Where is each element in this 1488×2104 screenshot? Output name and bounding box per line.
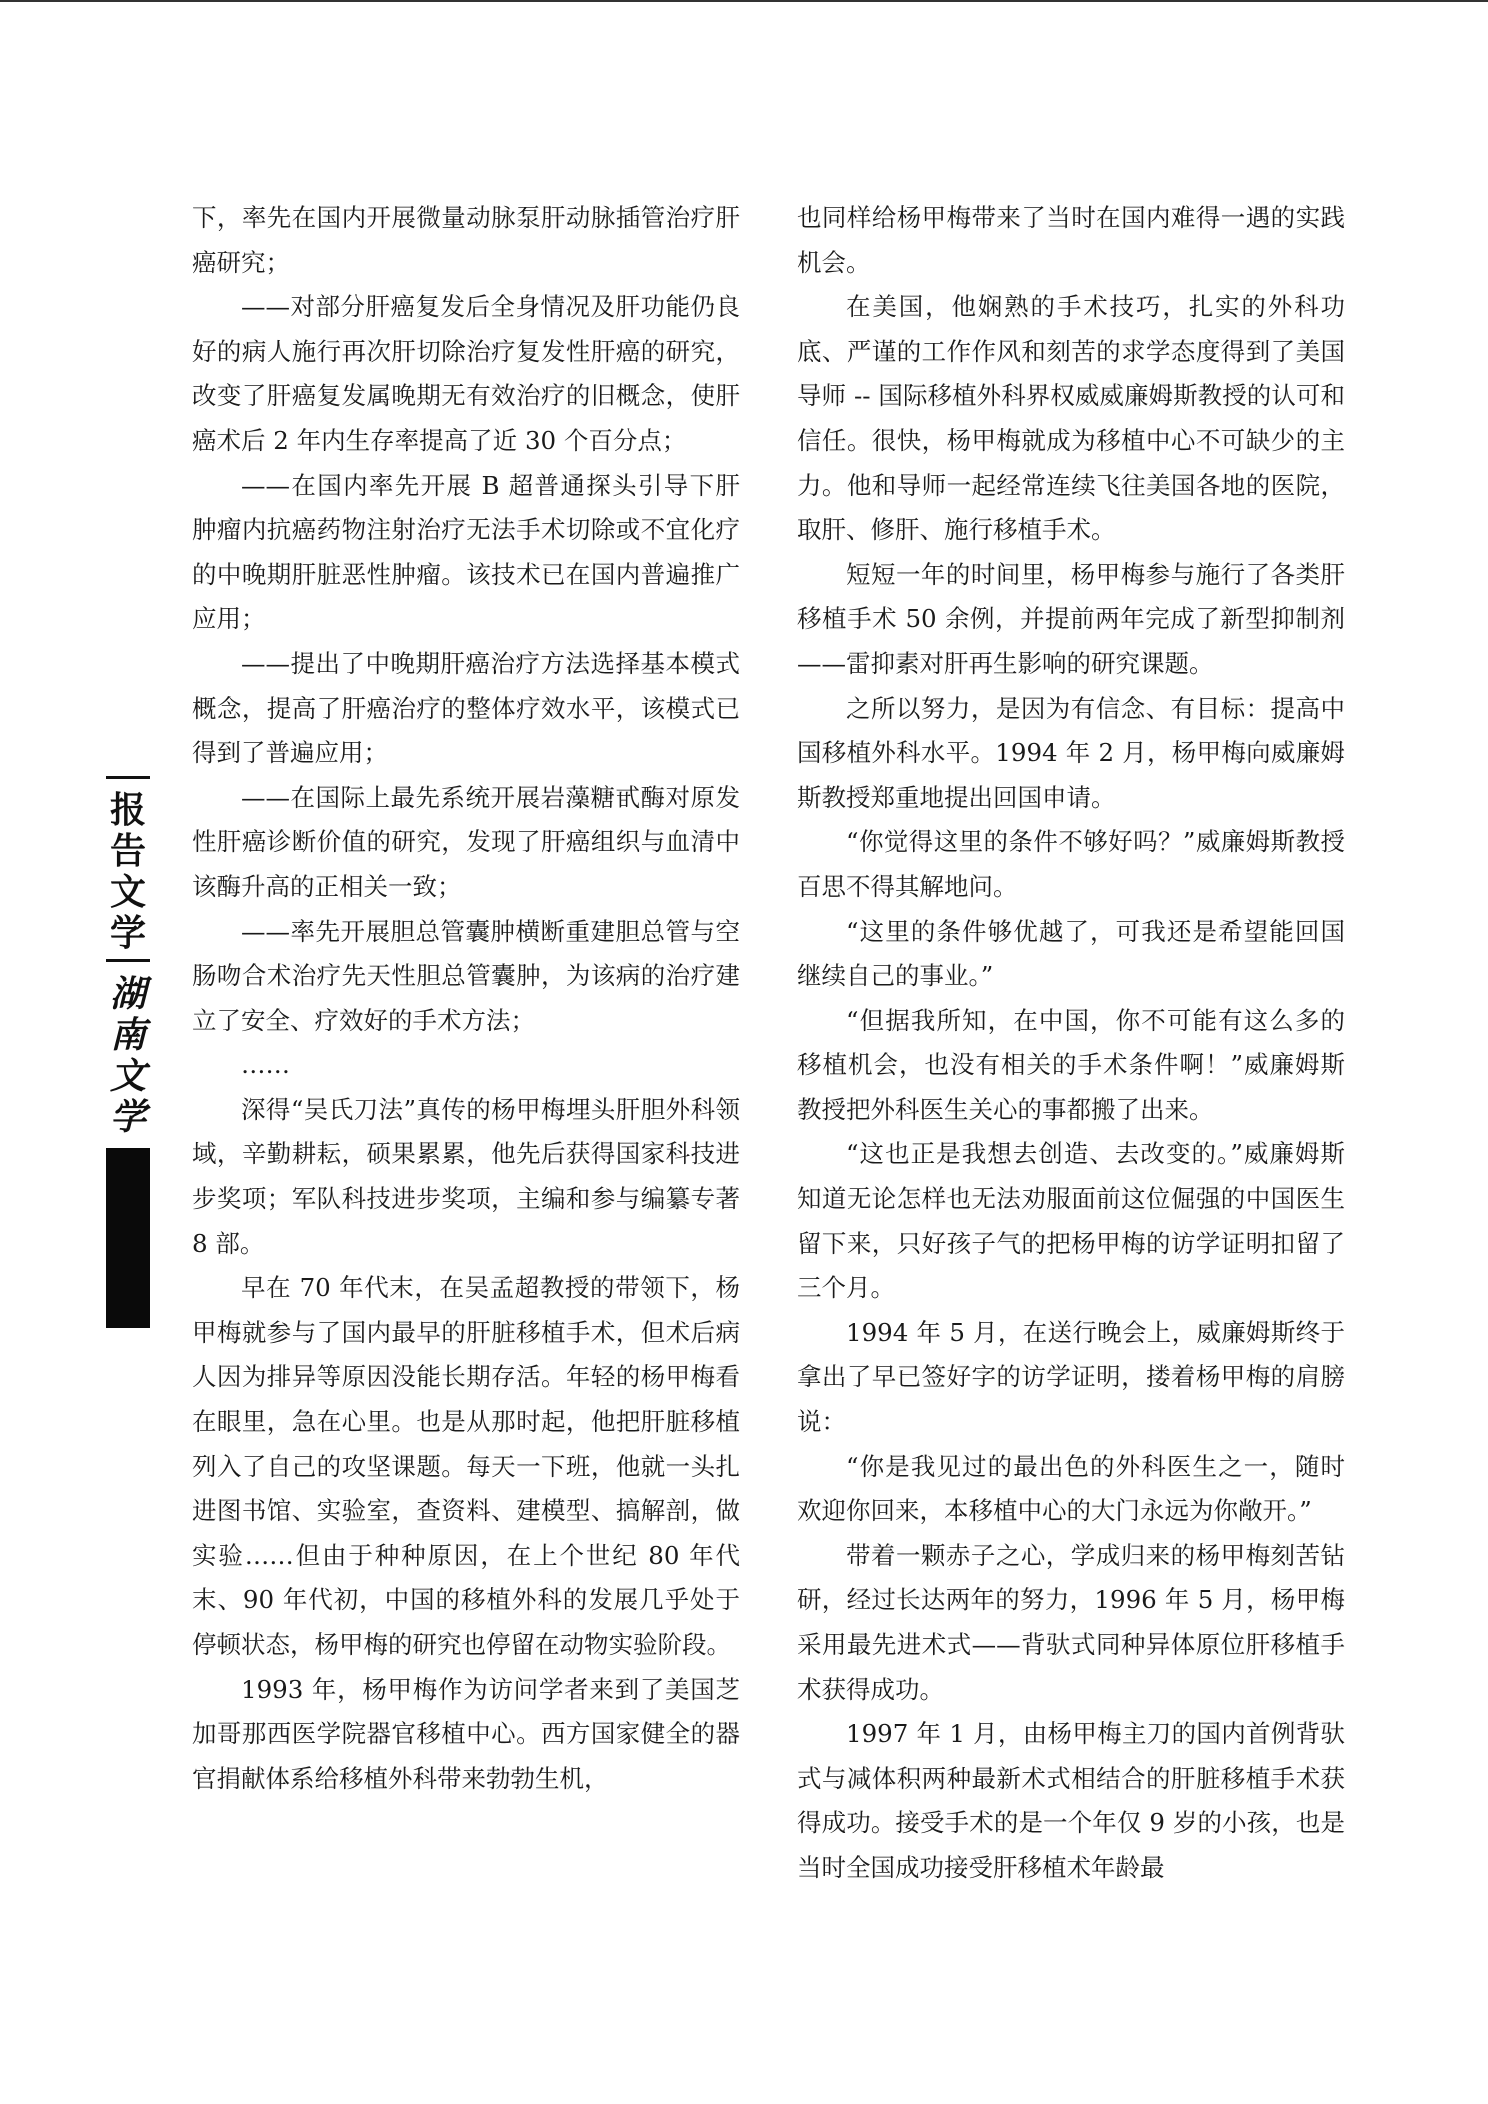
page-number: 14	[114, 1446, 142, 1471]
section-label: 报告文学	[109, 790, 146, 954]
page-number-block	[106, 1148, 150, 1471]
paragraph: ……	[241, 1050, 290, 1080]
side-rule-top	[106, 776, 150, 779]
side-rule-middle	[106, 959, 150, 962]
paragraph: ——对部分肝癌复发后全身情况及肝功能仍良好的病人施行再次肝切除治疗复发性肝癌的研究，改变了肝癌复发属晚期无有效治疗的旧概念，使肝癌术后 2 年内生存率提高了近 30 个百分点；	[192, 292, 740, 455]
paragraph: 短短一年的时间里，杨甲梅参与施行了各类肝移植手术 50 余例，并提前两年完成了新型抑制剂——雷抑素对肝再生影响的研究课题。	[797, 559, 1345, 678]
paragraph: 之所以努力，是因为有信念、有目标：提高中国移植外科水平。1994 年 2 月，杨甲梅向威廉姆斯教授郑重地提出回国申请。	[797, 693, 1345, 812]
paragraph: ——率先开展胆总管囊肿横断重建胆总管与空肠吻合术治疗先天性胆总管囊肿，为该病的治疗建立了安全、疗效好的手术方法；	[192, 916, 740, 1035]
magazine-logo: 湖南文学	[109, 973, 146, 1138]
paragraph: 在美国，他娴熟的手术技巧，扎实的外科功底、严谨的工作作风和刻苦的求学态度得到了美国导师 -- 国际移植外科界权威威廉姆斯教授的认可和信任。很快，杨甲梅就成为移植中心不可缺少的主力。他和导师一起经常连续飞往美国各地的医院，取肝、修肝、施行移植手术。	[797, 292, 1345, 545]
paragraph: 下，率先在国内开展微量动脉泵肝动脉插管治疗肝癌研究；	[192, 203, 740, 277]
paragraph: “这也正是我想去创造、去改变的。”威廉姆斯知道无论怎样也无法劝服面前这位倔强的中国医生留下来，只好孩子气的把杨甲梅的访学证明扣留了三个月。	[797, 1139, 1345, 1303]
paragraph: ——在国内率先开展 B 超普通探头引导下肝肿瘤内抗癌药物注射治疗无法手术切除或不宜化疗的中晚期肝脏恶性肿瘤。该技术已在国内普遍推广应用；	[192, 470, 740, 634]
paragraph: “但据我所知，在中国，你不可能有这么多的移植机会，也没有相关的手术条件啊！”威廉姆斯教授把外科医生关心的事都搬了出来。	[797, 1005, 1345, 1124]
paragraph: ——提出了中晚期肝癌治疗方法选择基本模式概念，提高了肝癌治疗的整体疗效水平，该模式已得到了普遍应用；	[192, 648, 740, 768]
paragraph: “你是我见过的最出色的外科医生之一，随时欢迎你回来，本移植中心的大门永远为你敞开。”	[797, 1451, 1345, 1526]
paragraph: 1993 年，杨甲梅作为访问学者来到了美国芝加哥那西医学院器官移植中心。西方国家健全的器官捐献体系给移植外科带来勃勃生机，	[192, 1674, 740, 1793]
paragraph: “你觉得这里的条件不够好吗？”威廉姆斯教授百思不得其解地问。	[797, 827, 1345, 901]
paragraph: “这里的条件够优越了，可我还是希望能回国继续自己的事业。”	[797, 916, 1345, 991]
top-rule	[0, 0, 1488, 2]
left-column	[192, 196, 740, 1801]
paragraph: 1997 年 1 月，由杨甲梅主刀的国内首例背驮式与减体积两种最新术式相结合的肝脏移植手术获得成功。接受手术的是一个年仅 9 岁的小孩，也是当时全国成功接受肝移植术年龄最	[797, 1719, 1345, 1882]
paragraph: 也同样给杨甲梅带来了当时在国内难得一遇的实践机会。	[797, 203, 1345, 277]
paragraph: 深得“吴氏刀法”真传的杨甲梅埋头肝胆外科领域，辛勤耕耘，硕果累累，他先后获得国家科技进步奖项；军队科技进步奖项，主编和参与编纂专著 8 部。	[192, 1094, 740, 1258]
paragraph: 1994 年 5 月，在送行晚会上，威廉姆斯终于拿出了早已签好字的访学证明，搂着杨甲梅的肩膀说：	[797, 1317, 1345, 1437]
right-column	[797, 196, 1345, 1891]
paragraph: 早在 70 年代末，在吴孟超教授的带领下，杨甲梅就参与了国内最早的肝脏移植手术，但术后病人因为排异等原因没能长期存活。年轻的杨甲梅看在眼里，急在心里。也是从那时起，他把肝脏移植列入了自己的攻坚课题。每天一下班，他就一头扎进图书馆、实验室，查资料、建模型、搞解剖，做实验……但由于种种原因，在上个世纪 80 年代末、90 年代初，中国的移植外科的发展几乎处于停顿状态，杨甲梅的研究也停留在动物实验阶段。	[192, 1273, 740, 1659]
paragraph: 带着一颗赤子之心，学成归来的杨甲梅刻苦钻研，经过长达两年的努力，1996 年 5 月，杨甲梅采用最先进术式——背驮式同种异体原位肝移植手术获得成功。	[797, 1540, 1345, 1704]
section-side-tab	[106, 776, 150, 1471]
paragraph: ——在国际上最先系统开展岩藻糖甙酶对原发性肝癌诊断价值的研究，发现了肝癌组织与血清中该酶升高的正相关一致；	[192, 782, 740, 901]
